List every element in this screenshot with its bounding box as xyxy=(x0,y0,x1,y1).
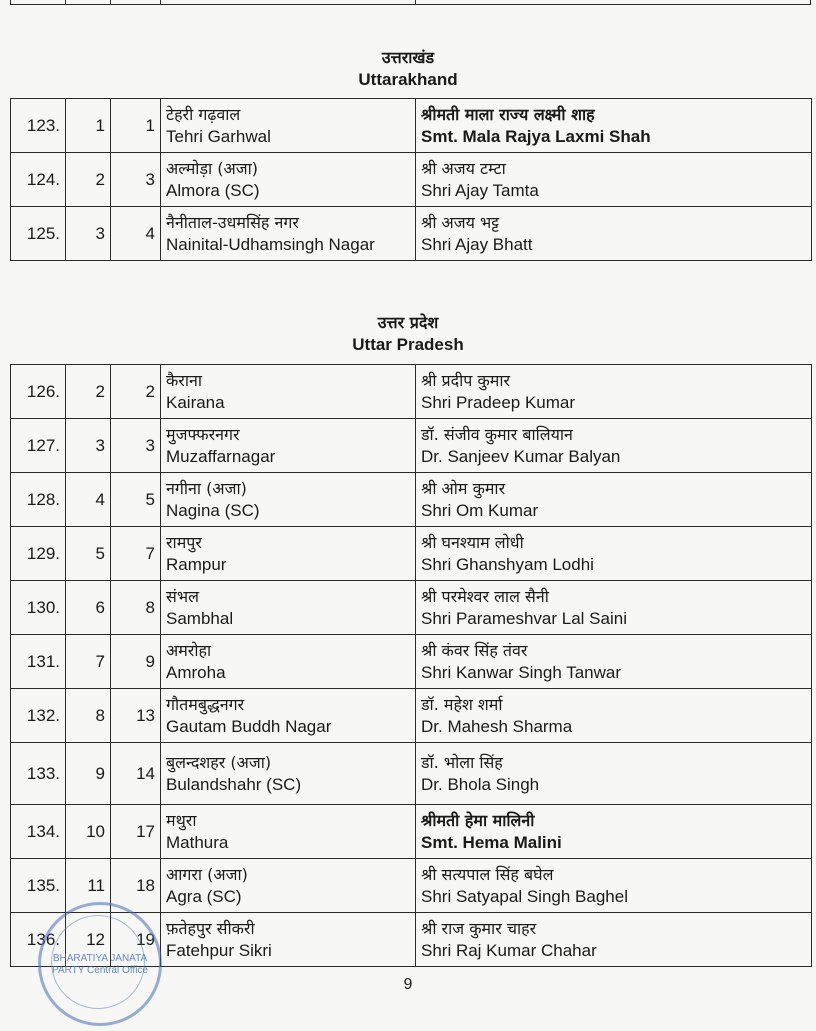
state-serial-cell: 1 xyxy=(66,99,111,153)
constituency-name-hindi: मुजफ्फरनगर xyxy=(166,424,240,444)
candidate-name-hindi: श्रीमती माला राज्य लक्ष्मी शाह xyxy=(421,104,595,124)
stamp-text: BHARATIYA JANATA PARTY Central Office xyxy=(52,953,148,976)
serial-number-cell: 125. xyxy=(11,207,66,261)
candidate-cell xyxy=(416,99,812,153)
constituency-cell xyxy=(161,581,416,635)
page-number: 9 xyxy=(403,976,413,993)
constituency-cell xyxy=(161,419,416,473)
section-title-english: Uttar Pradesh xyxy=(352,335,464,354)
table-row xyxy=(11,527,812,581)
constituency-cell xyxy=(161,859,416,913)
candidate-name-hindi: श्री सत्यपाल सिंह बघेल xyxy=(421,864,554,884)
candidate-cell xyxy=(416,689,812,743)
constituency-number-cell: 19 xyxy=(111,913,161,967)
candidate-name-english: Shri Raj Kumar Chahar xyxy=(421,940,597,960)
table-row xyxy=(11,581,812,635)
serial-number-cell: 128. xyxy=(11,473,66,527)
candidate-name-english: Shri Ajay Tamta xyxy=(421,180,539,200)
uttar-pradesh-table xyxy=(10,364,812,967)
candidate-name-english: Smt. Mala Rajya Laxmi Shah xyxy=(421,126,651,146)
state-serial-cell: 6 xyxy=(66,581,111,635)
serial-number-cell: 132. xyxy=(11,689,66,743)
constituency-number-cell: 14 xyxy=(111,743,161,805)
constituency-name-hindi: अमरोहा xyxy=(166,640,212,660)
serial-number-cell: 129. xyxy=(11,527,66,581)
table-row xyxy=(11,859,812,913)
candidate-name-english: Smt. Hema Malini xyxy=(421,832,562,852)
constituency-cell xyxy=(161,527,416,581)
constituency-name-hindi: नैनीताल-उधमसिंह नगर xyxy=(166,212,299,232)
state-serial-cell: 9 xyxy=(66,743,111,805)
constituency-name-hindi: टेहरी गढ़वाल xyxy=(166,104,241,124)
candidate-name-english: Dr. Mahesh Sharma xyxy=(421,716,573,736)
serial-number-cell: 135. xyxy=(11,859,66,913)
serial-number-cell: 131. xyxy=(11,635,66,689)
candidate-name-hindi: श्रीमती हेमा मालिनी xyxy=(421,810,535,830)
serial-number-cell: 136. xyxy=(11,913,66,967)
constituency-name-hindi: आगरा (अजा) xyxy=(166,864,248,884)
constituency-number-cell: 3 xyxy=(111,153,161,207)
constituency-name-english: Kairana xyxy=(166,392,225,412)
constituency-name-hindi: रामपुर xyxy=(166,532,202,552)
constituency-cell xyxy=(161,99,416,153)
uttarakhand-table xyxy=(10,98,812,261)
candidate-cell xyxy=(416,365,812,419)
constituency-cell xyxy=(161,689,416,743)
constituency-name-hindi: फ़तेहपुर सीकरी xyxy=(166,918,255,938)
candidate-name-english: Shri Ghanshyam Lodhi xyxy=(421,554,594,574)
constituency-number-cell: 3 xyxy=(111,419,161,473)
candidate-cell xyxy=(416,635,812,689)
candidate-cell xyxy=(416,805,812,859)
state-serial-cell: 11 xyxy=(66,859,111,913)
candidate-name-hindi: श्री परमेश्वर लाल सैनी xyxy=(421,586,549,606)
candidate-cell xyxy=(416,913,812,967)
constituency-name-english: Rampur xyxy=(166,554,227,574)
constituency-number-cell: 17 xyxy=(111,805,161,859)
constituency-number-cell: 4 xyxy=(111,207,161,261)
constituency-name-english: Agra (SC) xyxy=(166,886,242,906)
constituency-name-english: Bulandshahr (SC) xyxy=(166,774,302,794)
candidate-cell xyxy=(416,473,812,527)
constituency-name-english: Nagina (SC) xyxy=(166,500,260,520)
serial-number-cell: 124. xyxy=(11,153,66,207)
candidate-name-hindi: श्री कंवर सिंह तंवर xyxy=(421,640,528,660)
constituency-name-english: Mathura xyxy=(166,832,229,852)
serial-number-cell: 133. xyxy=(11,743,66,805)
table-row xyxy=(11,473,812,527)
constituency-cell xyxy=(161,365,416,419)
constituency-cell xyxy=(161,473,416,527)
table-row xyxy=(11,419,812,473)
candidate-name-english: Dr. Bhola Singh xyxy=(421,774,540,794)
constituency-cell xyxy=(161,805,416,859)
constituency-name-english: Amroha xyxy=(166,662,226,682)
constituency-number-cell: 7 xyxy=(111,527,161,581)
candidate-name-hindi: श्री अजय टम्टा xyxy=(421,158,506,178)
constituency-cell xyxy=(161,153,416,207)
constituency-cell xyxy=(161,743,416,805)
serial-number-cell: 127. xyxy=(11,419,66,473)
state-serial-cell: 8 xyxy=(66,689,111,743)
constituency-number-cell: 5 xyxy=(111,473,161,527)
section-title-hindi: उत्तराखंड xyxy=(381,48,435,67)
table-row xyxy=(11,365,812,419)
constituency-name-hindi: बुलन्दशहर (अजा) xyxy=(166,752,272,772)
candidate-name-hindi: श्री घनश्याम लोधी xyxy=(421,532,524,552)
constituency-number-cell: 18 xyxy=(111,859,161,913)
party-office-stamp xyxy=(38,902,162,1026)
constituency-cell xyxy=(161,207,416,261)
table-row xyxy=(11,805,812,859)
candidate-name-hindi: श्री अजय भट्ट xyxy=(421,212,500,232)
constituency-name-english: Sambhal xyxy=(166,608,234,628)
state-serial-cell: 4 xyxy=(66,473,111,527)
table-row xyxy=(11,207,812,261)
candidate-name-english: Shri Pradeep Kumar xyxy=(421,392,576,412)
section-title-english: Uttarakhand xyxy=(358,70,458,89)
candidate-cell xyxy=(416,419,812,473)
constituency-name-english: Muzaffarnagar xyxy=(166,446,276,466)
constituency-number-cell: 1 xyxy=(111,99,161,153)
previous-table-tail xyxy=(10,0,811,5)
constituency-name-hindi: अल्मोड़ा (अजा) xyxy=(166,158,258,178)
table-row xyxy=(11,743,812,805)
table-row xyxy=(11,153,812,207)
constituency-name-english: Tehri Garhwal xyxy=(166,126,271,146)
candidate-name-english: Shri Parameshvar Lal Saini xyxy=(421,608,627,628)
candidate-name-hindi: श्री प्रदीप कुमार xyxy=(421,370,511,390)
table-row xyxy=(11,689,812,743)
candidate-name-english: Shri Om Kumar xyxy=(421,500,539,520)
state-serial-cell: 7 xyxy=(66,635,111,689)
candidate-name-hindi: डॉ. महेश शर्मा xyxy=(421,694,503,714)
constituency-number-cell: 8 xyxy=(111,581,161,635)
state-serial-cell: 10 xyxy=(66,805,111,859)
candidate-name-hindi: डॉ. भोला सिंह xyxy=(421,752,503,772)
candidate-name-hindi: श्री राज कुमार चाहर xyxy=(421,918,537,938)
candidate-name-english: Shri Ajay Bhatt xyxy=(421,234,533,254)
candidate-name-hindi: श्री ओम कुमार xyxy=(421,478,506,498)
constituency-name-english: Fatehpur Sikri xyxy=(166,940,272,960)
constituency-number-cell: 13 xyxy=(111,689,161,743)
candidate-cell xyxy=(416,527,812,581)
table-row xyxy=(11,635,812,689)
constituency-name-english: Nainital-Udhamsingh Nagar xyxy=(166,234,375,254)
candidate-cell xyxy=(416,207,812,261)
constituency-name-hindi: संभल xyxy=(166,586,199,606)
candidate-cell xyxy=(416,153,812,207)
constituency-name-english: Gautam Buddh Nagar xyxy=(166,716,332,736)
constituency-cell xyxy=(161,913,416,967)
constituency-number-cell: 9 xyxy=(111,635,161,689)
candidate-cell xyxy=(416,859,812,913)
candidate-name-english: Dr. Sanjeev Kumar Balyan xyxy=(421,446,621,466)
constituency-name-hindi: मथुरा xyxy=(166,810,197,830)
candidate-name-english: Shri Kanwar Singh Tanwar xyxy=(421,662,622,682)
table-row xyxy=(11,99,812,153)
serial-number-cell: 130. xyxy=(11,581,66,635)
state-serial-cell: 5 xyxy=(66,527,111,581)
constituency-number-cell: 2 xyxy=(111,365,161,419)
state-serial-cell: 3 xyxy=(66,419,111,473)
constituency-name-hindi: कैराना xyxy=(166,370,203,390)
constituency-cell xyxy=(161,635,416,689)
state-serial-cell: 2 xyxy=(66,365,111,419)
state-serial-cell: 12 xyxy=(66,913,111,967)
constituency-name-hindi: गौतमबुद्धनगर xyxy=(166,694,245,714)
candidate-cell xyxy=(416,743,812,805)
candidate-name-hindi: डॉ. संजीव कुमार बालियान xyxy=(421,424,573,444)
serial-number-cell: 123. xyxy=(11,99,66,153)
constituency-name-english: Almora (SC) xyxy=(166,180,260,200)
constituency-name-hindi: नगीना (अजा) xyxy=(166,478,247,498)
state-serial-cell: 2 xyxy=(66,153,111,207)
section-title-hindi: उत्तर प्रदेश xyxy=(377,313,439,332)
serial-number-cell: 126. xyxy=(11,365,66,419)
candidate-cell xyxy=(416,581,812,635)
candidate-name-english: Shri Satyapal Singh Baghel xyxy=(421,886,628,906)
state-serial-cell: 3 xyxy=(66,207,111,261)
serial-number-cell: 134. xyxy=(11,805,66,859)
